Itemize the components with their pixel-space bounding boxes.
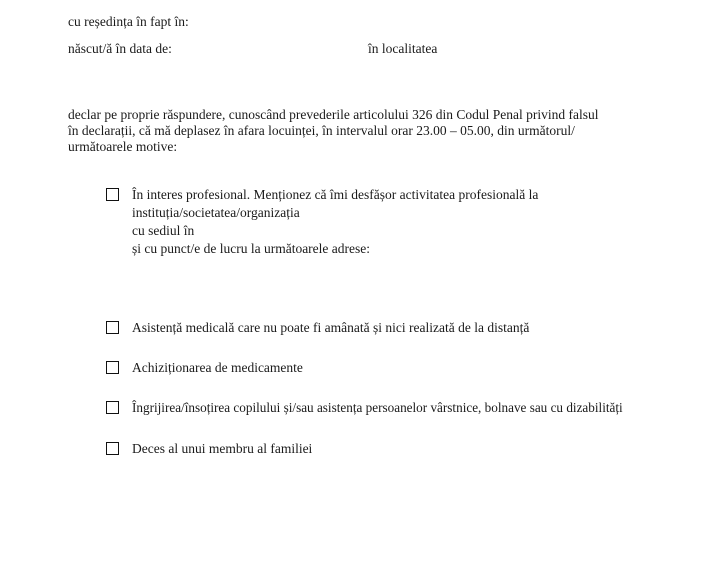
death-label: Deces al unui membru al familiei (132, 441, 313, 456)
option-medicines[interactable] (106, 359, 303, 377)
medicines-label: Achiziționarea de medicamente (132, 360, 303, 375)
professional-checkbox[interactable] (106, 188, 119, 201)
professional-addresses-label: și cu punct/e de lucru la următoarele adrese: (132, 241, 371, 256)
residence-label: cu reședința în fapt în: (68, 14, 189, 29)
professional-label: În interes profesional. Menționez că îmi desfășor activitatea profesională la (132, 187, 539, 202)
declaration-line-1: declar pe proprie răspundere, cunoscând prevederile articolului 326 din Codul Penal privind falsul (68, 107, 599, 122)
birth-locality-label: în localitatea (368, 41, 438, 56)
option-care[interactable] (106, 399, 623, 417)
declaration-line-3: următoarele motive: (68, 139, 178, 154)
birth-date-label: născut/ă în data de: (68, 41, 172, 56)
care-label: Îngrijirea/însoțirea copilului și/sau asistența persoanelor vârstnice, bolnave sau cu dizabilități (132, 400, 623, 415)
medical-label: Asistență medicală care nu poate fi amânată și nici realizată de la distanță (132, 320, 530, 335)
option-professional[interactable] (106, 186, 538, 204)
declaration-line-2: în declarații, că mă deplasez în afara locuinței, în intervalul orar 23.00 – 05.00, din următorul/ (68, 123, 575, 138)
care-checkbox[interactable] (106, 401, 119, 414)
professional-headquarters-label: cu sediul în (132, 223, 195, 238)
option-death[interactable] (106, 440, 312, 458)
medical-checkbox[interactable] (106, 321, 119, 334)
death-checkbox[interactable] (106, 442, 119, 455)
professional-institution-label: instituția/societatea/organizația (132, 205, 300, 220)
option-medical[interactable] (106, 319, 529, 337)
medicines-checkbox[interactable] (106, 361, 119, 374)
